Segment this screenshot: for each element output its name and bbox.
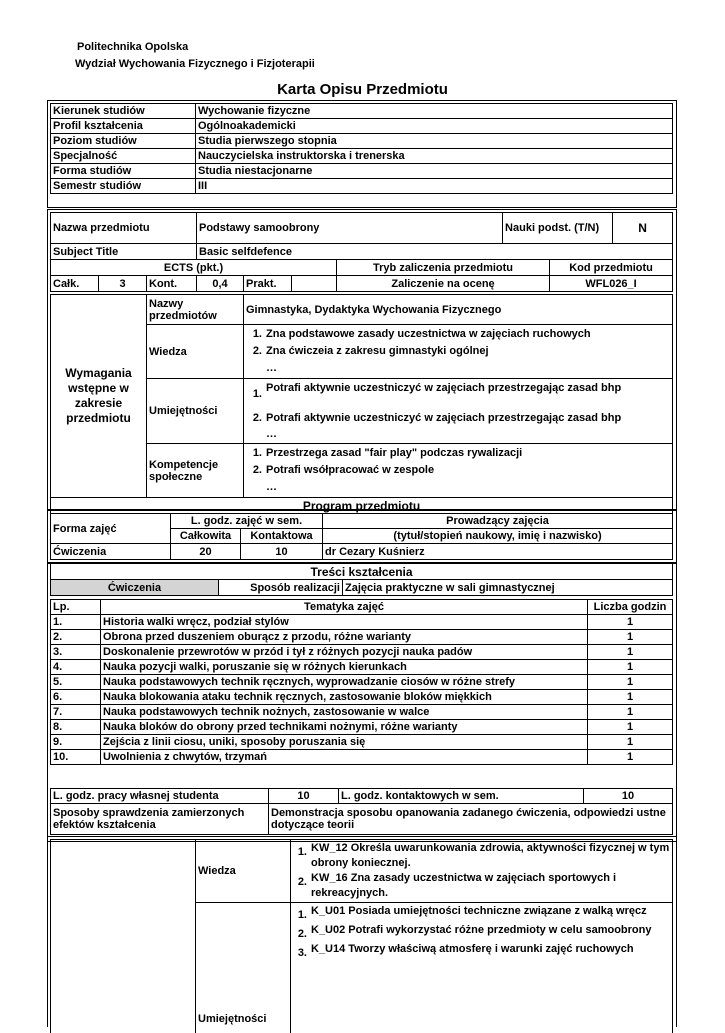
- general-info-value: Studia niestacjonarne: [196, 164, 673, 179]
- topic-row: [51, 720, 673, 735]
- outcomes-section: [47, 836, 677, 1027]
- topic-text: Obrona przed duszeniem oburącz z przodu, różne warianty: [101, 630, 588, 645]
- ects-contact-label: Kont.: [147, 276, 197, 292]
- hours-contact-label: Kontaktowa: [241, 529, 323, 544]
- topic-hours: 1: [588, 660, 673, 675]
- page-title: Karta Opisu Przedmiotu: [277, 81, 448, 98]
- subject-name-label: Nazwa przedmiotu: [51, 213, 197, 244]
- general-info-row: [51, 149, 673, 164]
- form-label: Forma zajęć: [51, 514, 171, 544]
- topic-hours: 1: [588, 735, 673, 750]
- program-section: [47, 510, 677, 564]
- prereq-knowledge-list: 1. Zna podstawowe zasady uczestnictwa w zajęciach ruchowych 2. Zna ćwiczeia z zakresu gimnastyki ogólnej …: [244, 325, 673, 379]
- general-info-label: Semestr studiów: [51, 179, 196, 194]
- topic-row: [51, 705, 673, 720]
- ects-total: 3: [99, 276, 147, 292]
- ects-practical-label: Prakt.: [244, 276, 292, 292]
- hours-total-label: Całkowita: [171, 529, 241, 544]
- general-info-row: [51, 104, 673, 119]
- topic-text: Nauka podstawowych technik ręcznych, wyprowadzanie ciosów w różne strefy: [101, 675, 588, 690]
- general-info-table: [50, 103, 673, 194]
- topic-hours: 1: [588, 645, 673, 660]
- topic-row: [51, 660, 673, 675]
- ects-practical: [292, 276, 337, 292]
- subject-title-label: Subject Title: [51, 244, 197, 260]
- ects-total-label: Całk.: [51, 276, 99, 292]
- subject-section: [47, 209, 677, 513]
- course-code-label: Kod przedmiotu: [550, 260, 673, 276]
- topic-hours: 1: [588, 750, 673, 765]
- prereq-competence-list: 1. Przestrzega zasad "fair play" podczas rywalizacji 2. Potrafi wsółpracować w zespole …: [244, 444, 673, 498]
- content-header-table: [50, 563, 673, 596]
- topic-lp: 6.: [51, 690, 101, 705]
- general-info-value: III: [196, 179, 673, 194]
- contact-hours-label: L. godz. kontaktowych w sem.: [339, 789, 584, 804]
- topic-lp: 10.: [51, 750, 101, 765]
- outcomes-table: [50, 839, 673, 1033]
- outcomes-skills-list: 1. K_U01 Posiada umiejętności techniczne związane z walką wręcz 2. K_U02 Potrafi wykorzystać różne przedmioty w celu samoobrony 3. K_U14 Tworzy właściwą atmosferę i warunki zajęć ruchowych: [291, 903, 673, 1033]
- topic-row: [51, 675, 673, 690]
- general-info-label: Forma studiów: [51, 164, 196, 179]
- basic-sciences-label: Nauki podst. (T/N): [503, 213, 613, 244]
- method-label: Sposób realizacji: [219, 580, 343, 596]
- general-info-label: Profil kształcenia: [51, 119, 196, 134]
- topic-hours: 1: [588, 690, 673, 705]
- content-form: Ćwiczenia: [51, 580, 219, 596]
- prereq-skills-list: 1. Potrafi aktywnie uczestniczyć w zajęciach przestrzegając zasad bhp 2. Potrafi aktywnie uczestniczyć w zajęciach przestrzegając zasad bhp …: [244, 379, 673, 444]
- topic-text: Nauka pozycji walki, poruszanie się w różnych kierunkach: [101, 660, 588, 675]
- university-name: Politechnika Opolska: [77, 41, 189, 53]
- topic-text: Doskonalenie przewrotów w przód i tył z różnych pozycji nauka padów: [101, 645, 588, 660]
- general-info-row: [51, 119, 673, 134]
- topic-lp: 9.: [51, 735, 101, 750]
- prereq-skills-label: Umiejętności: [147, 379, 244, 444]
- content-section: [47, 562, 677, 842]
- general-info-label: Poziom studiów: [51, 134, 196, 149]
- general-info-value: Ogólnoakademicki: [196, 119, 673, 134]
- general-info-row: [51, 179, 673, 194]
- general-info-row: [51, 164, 673, 179]
- subject-title: Basic selfdefence: [197, 244, 673, 260]
- ects-label: ECTS (pkt.): [51, 260, 337, 276]
- topic-header: Tematyka zajęć: [101, 600, 588, 615]
- topic-lp: 7.: [51, 705, 101, 720]
- general-info-label: Specjalność: [51, 149, 196, 164]
- content-title: Treści kształcenia: [51, 564, 673, 580]
- prerequisites-table: [50, 294, 673, 514]
- topic-lp: 2.: [51, 630, 101, 645]
- topic-hours: 1: [588, 720, 673, 735]
- subject-name: Podstawy samoobrony: [197, 213, 503, 244]
- topic-text: Historia walki wręcz, podział stylów: [101, 615, 588, 630]
- topic-text: Nauka blokowania ataku technik ręcznych, zastosowanie bloków miękkich: [101, 690, 588, 705]
- ects-contact: 0,4: [197, 276, 244, 292]
- teacher-name: dr Cezary Kuśnierz: [323, 544, 673, 560]
- topic-row: [51, 735, 673, 750]
- topic-text: Zejścia z linii ciosu, uniki, sposoby poruszania się: [101, 735, 588, 750]
- exam-mode-label: Tryb zaliczenia przedmiotu: [337, 260, 550, 276]
- topic-row: [51, 690, 673, 705]
- prereq-competence-label: Kompetencje społeczne: [147, 444, 244, 498]
- topic-lp: 4.: [51, 660, 101, 675]
- topic-hours: 1: [588, 705, 673, 720]
- topic-text: Uwolnienia z chwytów, trzymań: [101, 750, 588, 765]
- topics-table: [50, 599, 673, 765]
- general-info-section: [47, 100, 677, 208]
- method-value: Zajęcia praktyczne w sali gimnastycznej: [343, 580, 673, 596]
- outcomes-blank-cell: [51, 840, 196, 1033]
- topic-lp: 3.: [51, 645, 101, 660]
- topic-text: Nauka podstawowych technik nożnych, zastosowanie w walce: [101, 705, 588, 720]
- prerequisites-label: Wymagania wstępne w zakresie przedmiotu: [51, 295, 147, 498]
- topic-row: [51, 750, 673, 765]
- prereq-knowledge-label: Wiedza: [147, 325, 244, 379]
- topic-lp: 8.: [51, 720, 101, 735]
- general-info-value: Studia pierwszego stopnia: [196, 134, 673, 149]
- general-info-label: Kierunek studiów: [51, 104, 196, 119]
- teacher-sublabel: (tytuł/stopień naukowy, imię i nazwisko): [323, 529, 673, 544]
- contact-hours: 10: [584, 789, 673, 804]
- hours-total: 20: [171, 544, 241, 560]
- prereq-names: Gimnastyka, Dydaktyka Wychowania Fizycznego: [244, 295, 673, 325]
- general-info-row: [51, 134, 673, 149]
- hours-label: L. godz. zajęć w sem.: [171, 514, 323, 529]
- program-table: [50, 513, 673, 560]
- faculty-name: Wydział Wychowania Fizycznego i Fizjoterapii: [75, 58, 315, 70]
- outcomes-skills-label: Umiejętności: [196, 903, 291, 1033]
- topic-row: [51, 630, 673, 645]
- verification-methods: Demonstracja sposobu opanowania zadanego ćwiczenia, odpowiedzi ustne dotyczące teorii: [269, 804, 673, 835]
- lp-header: Lp.: [51, 600, 101, 615]
- hours-contact: 10: [241, 544, 323, 560]
- summary-table: [50, 788, 673, 835]
- general-info-value: Nauczycielska instruktorska i trenerska: [196, 149, 673, 164]
- topic-hours: 1: [588, 675, 673, 690]
- outcomes-knowledge-list: 1. KW_12 Określa uwarunkowania zdrowia, aktywności fizycznej w tym obrony koniecznej. 2. KW_16 Zna zasady uczestnictwa w zajęciach sportowych i rekreacyjnych.: [291, 840, 673, 903]
- prereq-names-label: Nazwy przedmiotów: [147, 295, 244, 325]
- topic-hours: 1: [588, 615, 673, 630]
- hours-header: Liczba godzin: [588, 600, 673, 615]
- outcomes-knowledge-label: Wiedza: [196, 840, 291, 903]
- form-value: Ćwiczenia: [51, 544, 171, 560]
- topic-lp: 1.: [51, 615, 101, 630]
- subject-table: [50, 212, 673, 292]
- topic-row: [51, 615, 673, 630]
- basic-sciences-value: N: [613, 213, 673, 244]
- self-study-label: L. godz. pracy własnej studenta: [51, 789, 269, 804]
- general-info-value: Wychowanie fizyczne: [196, 104, 673, 119]
- topic-lp: 5.: [51, 675, 101, 690]
- topic-text: Nauka bloków do obrony przed technikami nożnymi, różne warianty: [101, 720, 588, 735]
- course-code: WFL026_I: [550, 276, 673, 292]
- verification-label: Sposoby sprawdzenia zamierzonych efektów kształcenia: [51, 804, 269, 835]
- teacher-label: Prowadzący zajęcia: [323, 514, 673, 529]
- exam-mode: Zaliczenie na ocenę: [337, 276, 550, 292]
- topic-row: [51, 645, 673, 660]
- topic-hours: 1: [588, 630, 673, 645]
- self-study-hours: 10: [269, 789, 339, 804]
- program-title: Program przedmiotu: [51, 498, 673, 514]
